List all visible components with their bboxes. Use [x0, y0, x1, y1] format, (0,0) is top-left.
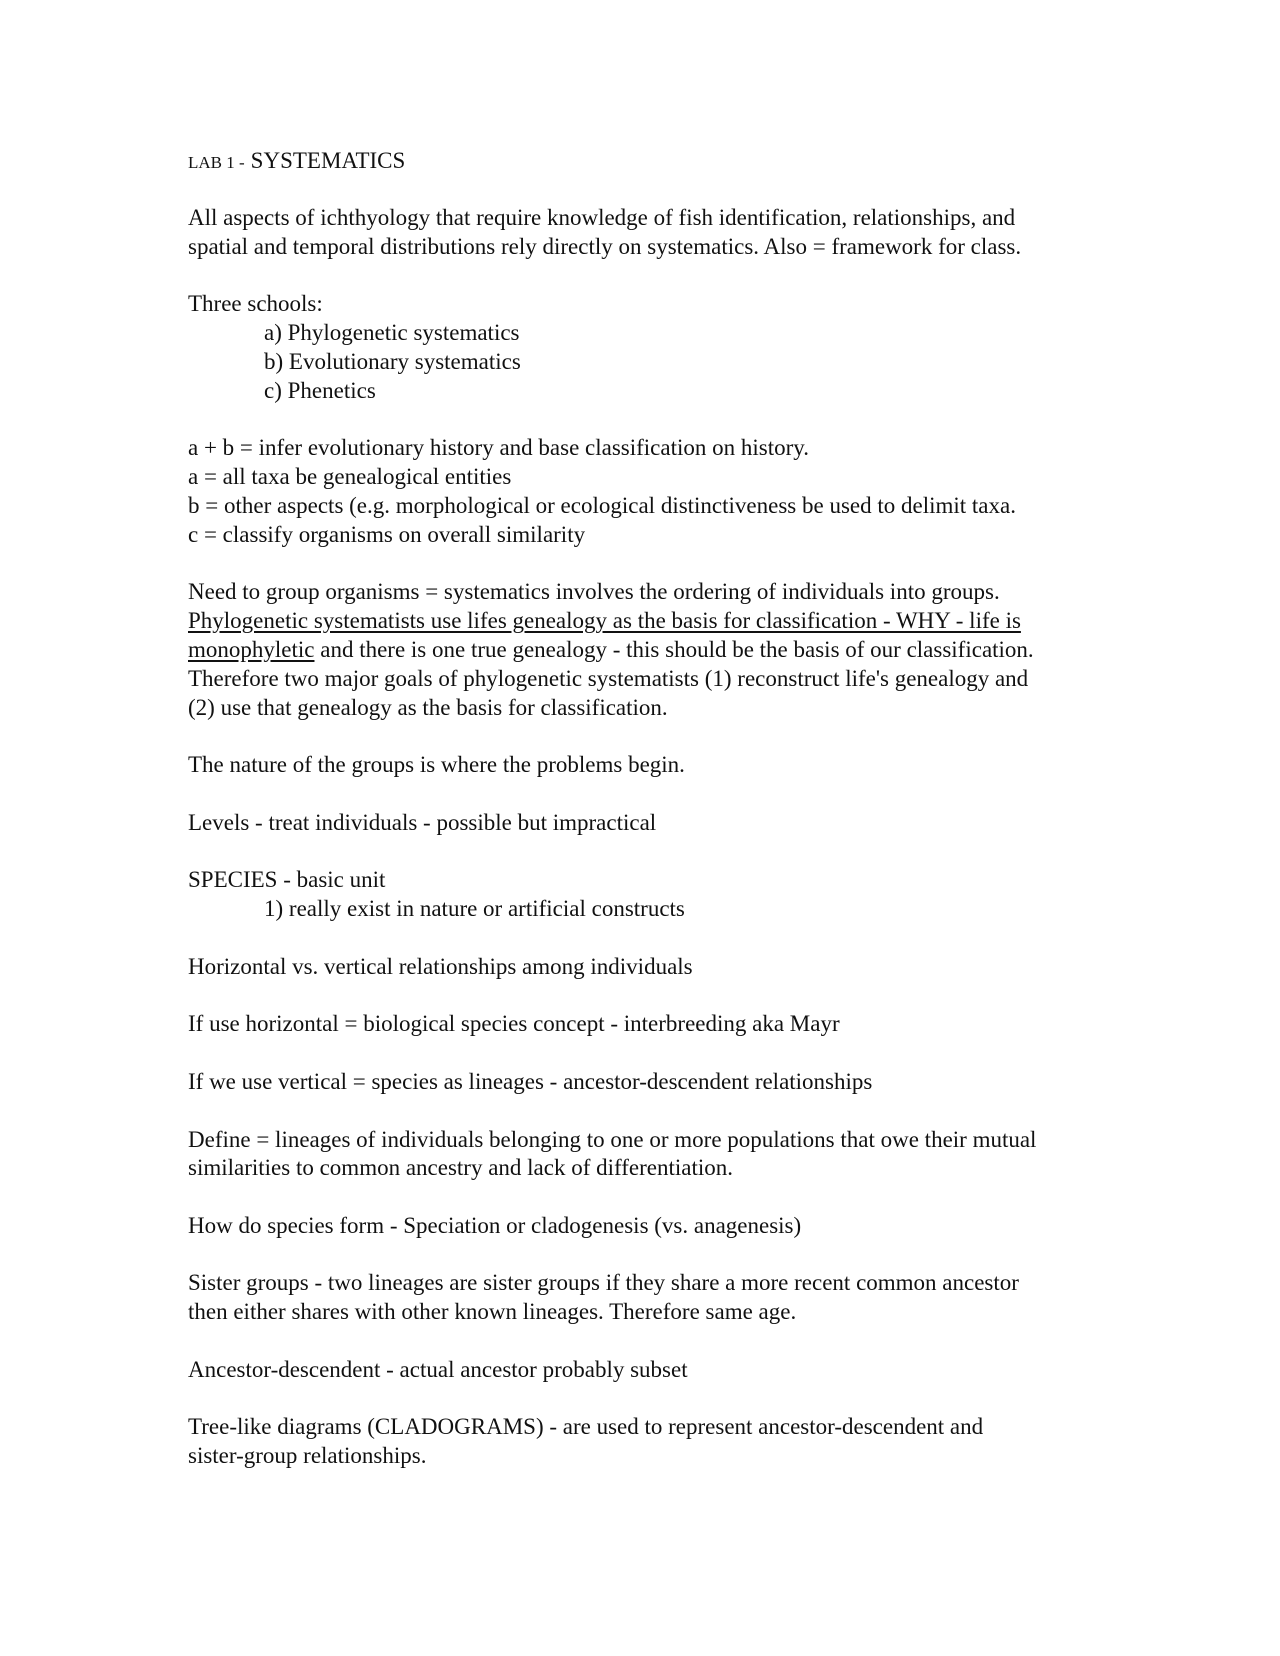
- sister-line: Sister groups - two lineages are sister groups if they share a more recent common ancestor: [188, 1270, 1019, 1296]
- grouping-line: Therefore two major goals of phylogenetic systematists (1) reconstruct life's genealogy and: [188, 665, 1029, 691]
- school-item: c) Phenetics: [264, 377, 376, 403]
- definition-line: c = classify organisms on overall similarity: [188, 521, 586, 547]
- vertical-paragraph: If we use vertical = species as lineages - ancestor-descendent relationships: [188, 1068, 873, 1094]
- species-heading: SPECIES - basic unit: [188, 867, 386, 893]
- tree-line: Tree-like diagrams (CLADOGRAMS) - are used to represent ancestor-descendent and: [188, 1414, 984, 1440]
- document-title: [188, 146, 1108, 176]
- title-lab-label: LAB 1 -: [188, 153, 245, 172]
- define-paragraph: [188, 1126, 1108, 1184]
- species-section: [188, 866, 1108, 924]
- tree-line: sister-group relationships.: [188, 1443, 427, 1469]
- grouping-line: (2) use that genealogy as the basis for classification.: [188, 694, 668, 720]
- definition-line: a + b = infer evolutionary history and base classification on history.: [188, 435, 810, 461]
- school-item: b) Evolutionary systematics: [264, 348, 521, 374]
- grouping-line: [188, 607, 1108, 636]
- grouping-paragraph: [188, 578, 1108, 722]
- underlined-text: monophyletic: [188, 636, 315, 662]
- sister-line: then either shares with other known lineages. Therefore same age.: [188, 1299, 797, 1325]
- tree-paragraph: [188, 1413, 1108, 1471]
- species-item: 1) really exist in nature or artificial constructs: [264, 896, 685, 922]
- definition-line: a = all taxa be genealogical entities: [188, 464, 512, 490]
- sister-paragraph: [188, 1269, 1108, 1327]
- horizontal-paragraph: If use horizontal = biological species concept - interbreeding aka Mayr: [188, 1011, 840, 1037]
- intro-paragraph: [188, 204, 1108, 262]
- nature-paragraph: The nature of the groups is where the problems begin.: [188, 752, 685, 778]
- school-item: a) Phylogenetic systematics: [264, 320, 520, 346]
- document-page: [188, 146, 1108, 1500]
- definitions-section: [188, 434, 1108, 549]
- grouping-line: [188, 636, 1108, 665]
- intro-line: All aspects of ichthyology that require knowledge of fish identification, relationships, and: [188, 205, 1016, 230]
- levels-paragraph: Levels - treat individuals - possible but impractical: [188, 809, 657, 835]
- horizontal-vertical-paragraph: Horizontal vs. vertical relationships among individuals: [188, 953, 693, 979]
- grouping-line: Need to group organisms = systematics involves the ordering of individuals into groups.: [188, 579, 1000, 605]
- define-line: Define = lineages of individuals belonging to one or more populations that owe their mutual: [188, 1126, 1037, 1152]
- title-main: SYSTEMATICS: [250, 148, 406, 173]
- schools-heading: Three schools:: [188, 291, 323, 317]
- ancestor-paragraph: Ancestor-descendent - actual ancestor probably subset: [188, 1356, 688, 1382]
- intro-line: spatial and temporal distributions rely directly on systematics. Also = framework for class.: [188, 233, 1022, 259]
- underlined-text: Phylogenetic systematists use lifes genealogy as the basis for classification - WHY - life is: [188, 608, 1021, 634]
- define-line: similarities to common ancestry and lack of differentiation.: [188, 1155, 734, 1181]
- definition-line: b = other aspects (e.g. morphological or ecological distinctiveness be used to delimit taxa.: [188, 492, 1016, 518]
- speciation-paragraph: How do species form - Speciation or cladogenesis (vs. anagenesis): [188, 1212, 802, 1238]
- grouping-line-rest: and there is one true genealogy - this should be the basis of our classification.: [314, 636, 1034, 662]
- schools-section: [188, 290, 1108, 405]
